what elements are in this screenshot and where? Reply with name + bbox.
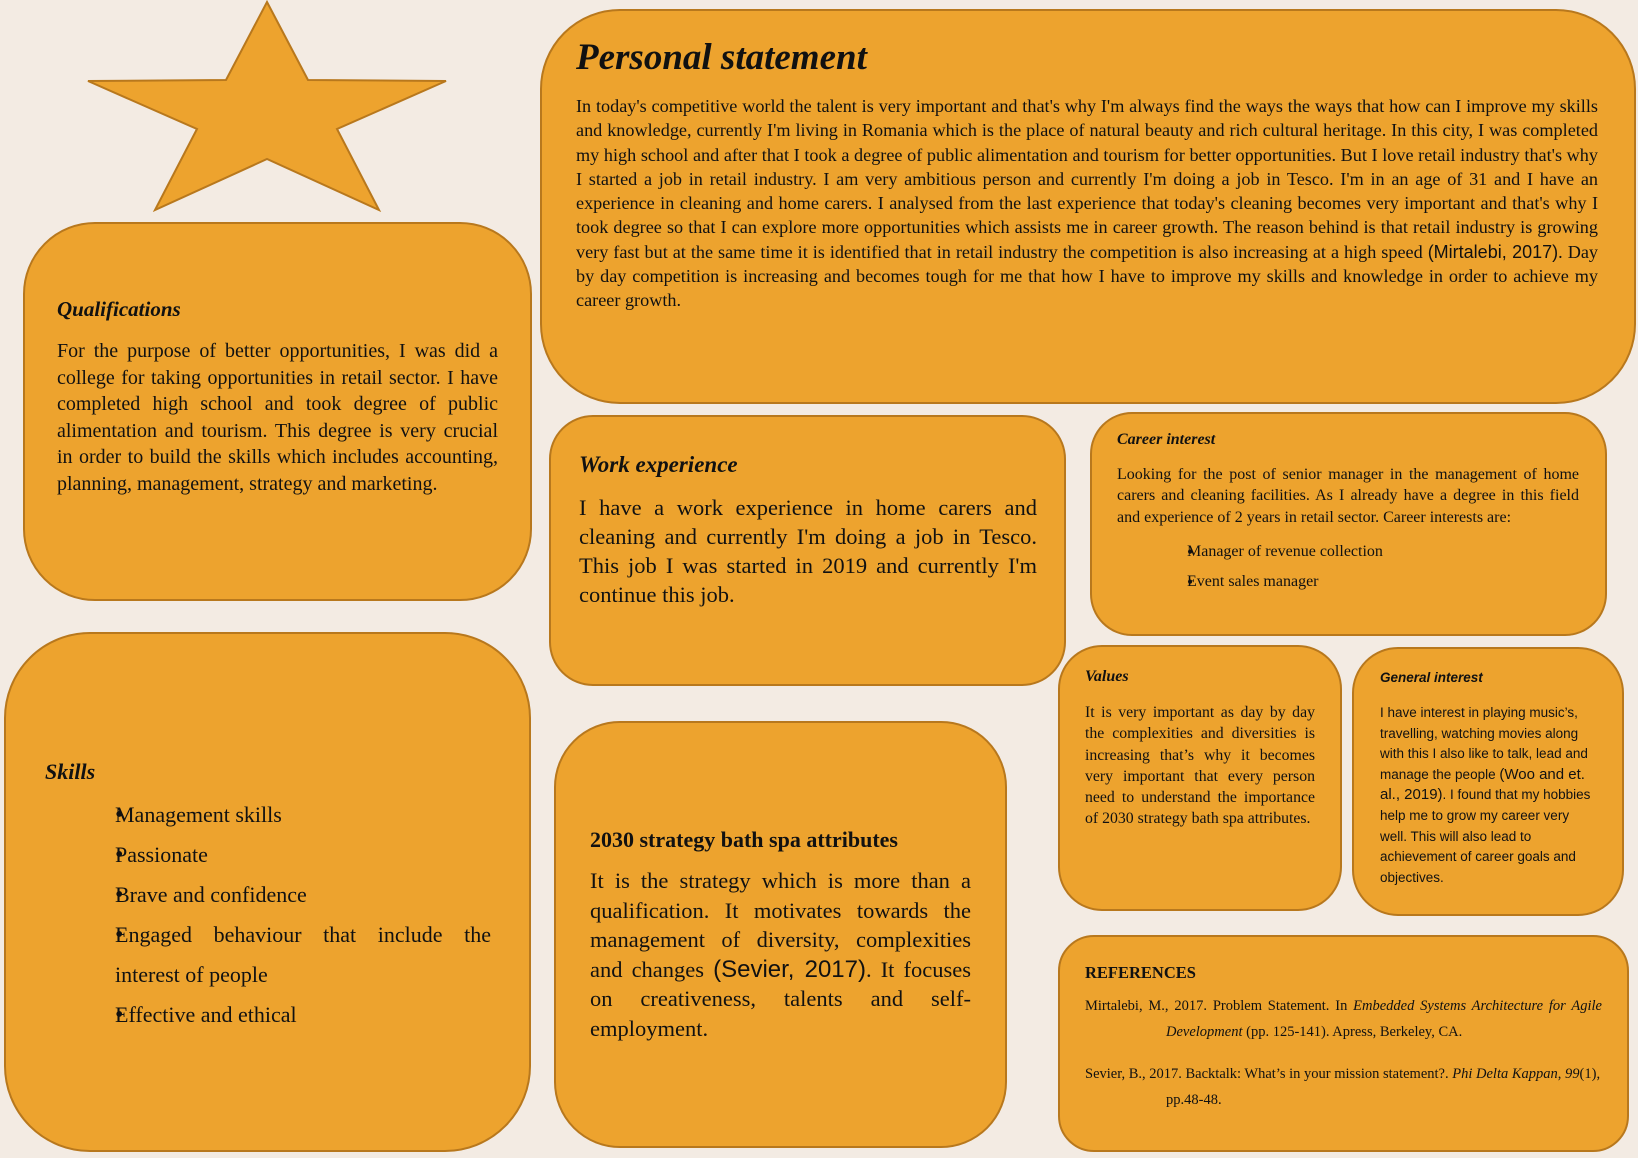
list-item: • Engaged behaviour that include the interest of people [45,915,491,995]
citation: (Sevier, 2017) [713,955,866,983]
list-item: • Event sales manager [1117,567,1579,597]
values-body: It is very important as day by day the complexities and diversities is increasing that’s why it becomes very important that every person need to understand the importance of 2030 strategy bath spa attributes. [1085,704,1315,828]
citation: (Woo and et. al., 2019) [1380,765,1585,804]
strategy-body: It is the strategy which is more than a qualification. It motivates towards the management of diversity, complexities and changes (Sevier, 2017). It focuses on creativeness, talents and self-employment. [590,868,971,1041]
qualifications-panel [23,222,532,601]
references-panel [1058,935,1629,1152]
list-item: • Management skills [45,795,491,835]
qualifications-title: Qualifications [57,297,181,321]
list-item: • Effective and ethical [45,995,491,1035]
reference-item: Sevier, B., 2017. Backtalk: What’s in your mission statement?. Phi Delta Kappan, 99(1), pp.48-48. [1085,1066,1601,1108]
career-interest-panel [1090,412,1607,636]
list-item: • Passionate [45,835,491,875]
work-experience-panel [549,415,1066,686]
career-interest-list [1117,537,1579,597]
list-item: • Manager of revenue collection [1117,537,1579,567]
personal-statement-body: In today's competitive world the talent is very important and that's why I'm always find the ways the ways that how can I improve my skills and knowledge, currently I'm living in Romania which is the place of natural beauty and rich cultural heritage. In this city, I was completed my high school and after that I took a degree of public alimentation and tourism for better opportunities. But I love retail industry that's why I started a job in retail industry. I am very ambitious person and currently I'm doing a job in Tesco. I'm in an age of 31 and I have an experience in cleaning and home carers. I analysed from the last experience that today's cleaning becomes very important and that's why I took degree so that I can explore more opportunities which assists me in career growth. The reason behind is that retail industry is growing very fast but at the same time it is identified that in retail industry the competition is also increasing at a high speed (Mirtalebi, 2017). Day by day competition is increasing and becomes tough for me that how I have to improve my skills and knowledge in order to achieve my career growth. [576,96,1598,311]
reference-item: Mirtalebi, M., 2017. Problem Statement. In Embedded Systems Architecture for Agile Development (pp. 125-141). Apress, Berkeley, CA. [1085,998,1602,1040]
career-interest-title: Career interest [1117,431,1216,448]
skills-title: Skills [45,759,96,784]
personal-statement-title: Personal statement [576,37,867,78]
strategy-title: 2030 strategy bath spa attributes [590,827,898,852]
qualifications-body: For the purpose of better opportunities, I was did a college for taking opportunities in retail sector. I have completed high school and took degree of public alimentation and tourism. This degree is very crucial in order to build the skills which includes accounting, planning, management, strategy and marketing. [57,340,498,495]
references-title: REFERENCES [1085,963,1196,982]
general-interest-panel [1352,647,1624,916]
work-experience-title: Work experience [579,452,738,477]
list-item: • Brave and confidence [45,875,491,915]
skills-panel [4,632,531,1152]
values-panel [1058,645,1342,911]
values-title: Values [1085,668,1129,685]
general-interest-title: General interest [1380,670,1483,685]
star-icon [86,0,448,212]
skills-list [45,795,491,1035]
citation: (Mirtalebi, 2017) [1427,241,1559,262]
career-interest-body: Looking for the post of senior manager in the management of home carers and cleaning facilities. As I already have a degree in this field and experience of 2 years in retail sector. Career interests are: [1117,466,1579,526]
personal-statement-panel [540,9,1636,404]
general-interest-body: I have interest in playing music’s, travelling, watching movies along with this I also like to talk, lead and manage the people (Woo and et. al., 2019). I found that my hobbies help me to grow my career very well. This will also lead to achievement of career goals and objectives. [1380,705,1591,885]
work-experience-body: I have a work experience in home carers and cleaning and currently I'm doing a job in Tesco. This job I was started in 2019 and currently I'm continue this job. [579,495,1037,607]
strategy-panel [554,721,1007,1148]
